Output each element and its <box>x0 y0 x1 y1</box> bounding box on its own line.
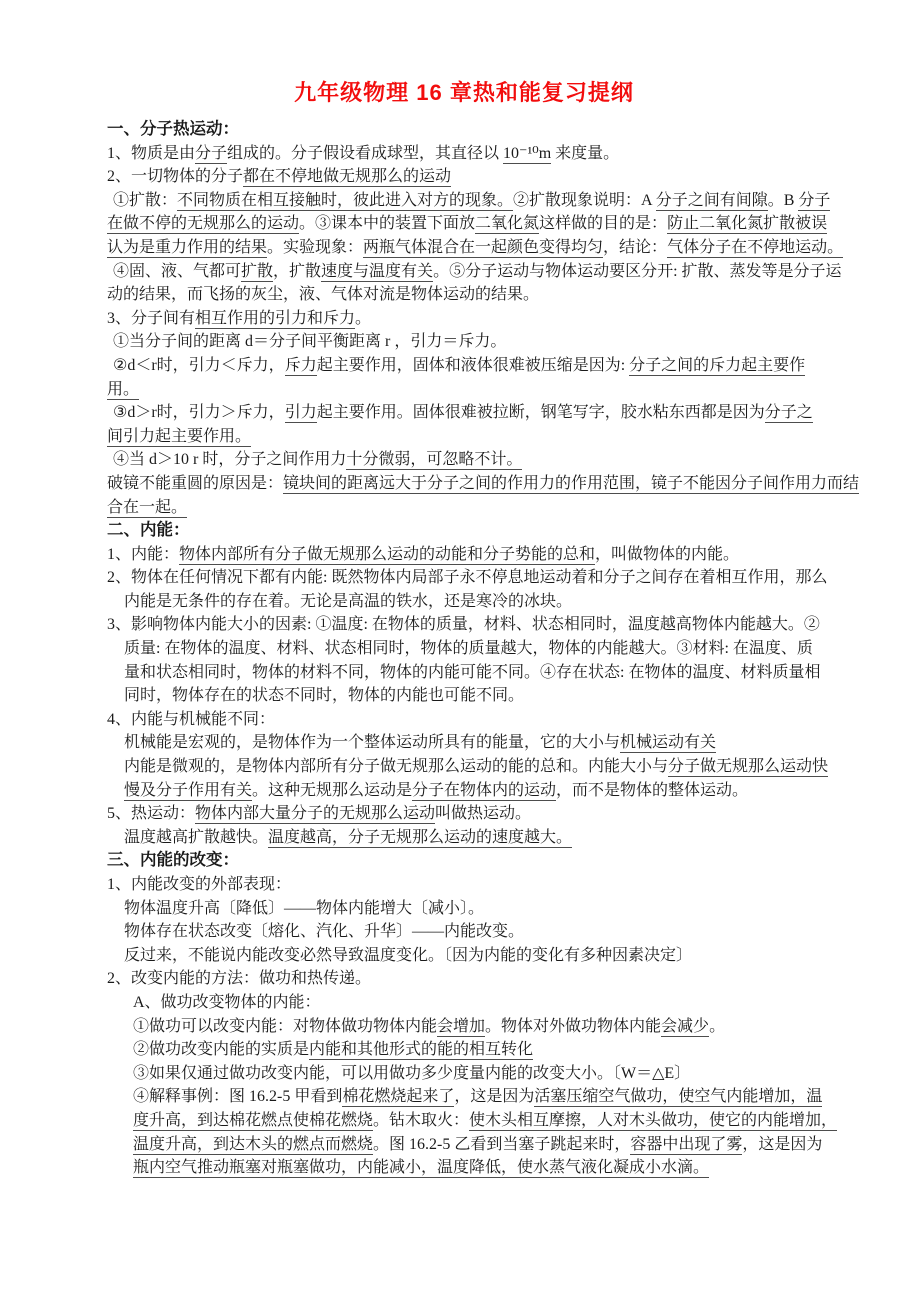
text-line <box>107 802 867 826</box>
text-segment: 。⑤分子运动与物体运动要区分开: 扩散、蒸发等是分子运 <box>433 262 842 280</box>
text-segment: 这样做的目的是： <box>539 215 668 233</box>
text-segment: 3、分子间有 <box>107 309 196 327</box>
text-segment: 同时，物体存在的状态不同时，物体的内能也可能不同。 <box>124 687 525 705</box>
underlined-text: 10⁻¹⁰m <box>503 144 552 162</box>
text-segment: ②扩散现象说明：A <box>513 191 656 209</box>
text-segment: 物体存在状态改变〔熔化、汽化、升华〕——内能改变。 <box>124 923 525 941</box>
text-segment: 反过来，不能说内能改变必然导致温度变化。〔因为内能的变化有多种因素决定〕 <box>124 946 693 964</box>
underlined-text: 两瓶气体混合在一起颜色变得均匀 <box>363 238 604 256</box>
underlined-text: 引力 <box>284 404 317 422</box>
section-heading <box>107 118 867 142</box>
text-segment: 1、内能改变的外部表现： <box>107 876 292 893</box>
text-line <box>107 212 867 236</box>
text-line <box>113 448 867 472</box>
text-line <box>107 496 867 520</box>
underlined-text: 温度升高，到达木头的燃点而燃烧 <box>133 1135 374 1153</box>
text-segment: 机械能是宏观的，是物体作为一个整体运动所具有的能量，它的大小与 <box>124 734 621 752</box>
underlined-text: 相互作用的引力和斥力 <box>195 309 356 327</box>
text-line <box>133 1038 867 1062</box>
text-segment: ，结论： <box>603 238 668 256</box>
text-line <box>124 684 867 708</box>
text-segment: 2、一切物体的分子 <box>107 168 244 186</box>
text-segment: 量和状态相同时，物体的材料不同，物体的内能可能不同。④存在状态: 在物体的温度、材料质量相 <box>124 663 821 681</box>
underlined-text: 棉花燃烧起来了 <box>342 1088 455 1106</box>
text-line <box>133 1062 867 1086</box>
underlined-text: 速度与温度有关 <box>321 262 434 280</box>
text-line <box>124 637 867 661</box>
text-line <box>107 708 867 732</box>
text-line <box>107 236 867 260</box>
text-segment: 4、内能与机械能不同： <box>107 710 276 728</box>
text-line <box>133 1085 867 1109</box>
underlined-text: 二氧化氮 <box>475 215 540 233</box>
text-segment: 。物体对外做功物体内能 <box>485 1017 662 1035</box>
text-segment: 内能是微观的，是物体内部所有分子做无规那么运动的能的总和。内能大小与 <box>124 758 669 776</box>
text-line <box>107 873 867 897</box>
section-heading <box>107 849 867 873</box>
text-segment: 温度越高扩散越快。 <box>124 828 269 846</box>
text-line <box>113 189 867 213</box>
underlined-text: 斥力 <box>284 356 317 374</box>
text-line <box>107 378 867 402</box>
underlined-text: 活塞压缩空气做功，使空气内能增加，温 <box>534 1088 823 1106</box>
text-line <box>133 991 867 1015</box>
text-segment: 1、物质是由 <box>107 144 196 162</box>
text-segment: 一、分子热运动： <box>107 120 239 138</box>
text-segment: ④当 d＞10 r 时，分子之间作用力 <box>113 451 347 469</box>
underlined-text: 瓶内空气推动瓶塞对瓶塞做功，内能减小，温度降低，使水蒸气液化凝成小水滴。 <box>133 1159 710 1177</box>
underlined-text: 分子之间的斥力起主要作 <box>629 356 806 374</box>
text-line <box>107 967 867 991</box>
text-line <box>107 566 867 590</box>
text-line <box>124 944 867 968</box>
text-line <box>133 1015 867 1039</box>
underlined-text: 分子做无规那么运动快 <box>668 758 829 776</box>
text-segment: 物体温度升高〔降低〕——物体内能增大〔减小〕。 <box>124 899 485 917</box>
text-segment: ，扩散 <box>273 262 322 280</box>
underlined-text: 合在一起。 <box>107 498 188 516</box>
text-segment: ，叫做物体的内能。 <box>595 545 740 563</box>
text-segment: 。 <box>709 1017 726 1035</box>
text-segment: 。钻木取火： <box>373 1111 470 1129</box>
text-line <box>107 613 867 637</box>
text-line <box>124 826 867 850</box>
text-line <box>107 472 867 496</box>
text-line <box>124 755 867 779</box>
underlined-text: 会增加 <box>437 1017 486 1035</box>
text-segment: 起主要作用，固体和液体很难被压缩是因为: <box>316 356 630 374</box>
text-segment: A、做功改变物体的内能： <box>133 993 321 1011</box>
text-segment: 来度量。 <box>551 144 620 162</box>
text-line <box>113 260 867 284</box>
text-segment: ②做功改变内能的实质是 <box>133 1041 310 1059</box>
text-segment: 。这种无规那么运动是 <box>252 781 413 799</box>
text-segment: 2、改变内能的方法：做功和热传递。 <box>107 970 372 988</box>
text-line <box>107 543 867 567</box>
text-line <box>107 142 867 166</box>
text-line <box>124 920 867 944</box>
text-line <box>124 897 867 921</box>
text-segment: 。图 16.2-5 乙看到当塞子跳起来时， <box>373 1135 631 1153</box>
text-segment: ，这是因为 <box>742 1135 823 1153</box>
document-body <box>107 118 867 1180</box>
underlined-text: 防止二氧化氮扩散被误 <box>667 215 828 233</box>
text-segment: 1、内能： <box>107 545 180 563</box>
text-segment: 3、影响物体内能大小的因素: ①温度: 在物体的质量，材料、状态相同时，温度越高物体内能越大。② <box>107 616 820 634</box>
text-segment: ④固、液、气都可 <box>113 262 242 280</box>
underlined-text: 扩散 <box>241 262 274 280</box>
text-line <box>113 401 867 425</box>
underlined-text: 分子之 <box>764 404 813 422</box>
underlined-text: 分子 <box>798 191 831 209</box>
underlined-text: 镜块间的距离远大于分子之间的作用力的作用范围，镜子不能因分子间作用力而结 <box>283 474 860 492</box>
text-line <box>133 1109 867 1133</box>
underlined-text: 分子之间有间隙 <box>655 191 768 209</box>
underlined-text: 内能和其他形式的能的相互转化 <box>309 1041 534 1059</box>
text-line <box>107 283 867 307</box>
text-segment: 起主要作用。固体很难被拉断，钢笔写字，胶水粘东西都是因为 <box>316 404 765 422</box>
text-segment: 二、内能： <box>107 521 190 540</box>
text-line <box>124 731 867 755</box>
text-line <box>133 1156 867 1180</box>
underlined-text: 温度越高，分子无规那么运动的速度越大。 <box>268 828 573 846</box>
document-title: 九年级物理 16 章热和能复习提纲 <box>294 80 634 105</box>
text-segment: ③如果仅通过做功改变内能，可以用做功多少度量内能的改变大小。〔W＝△E〕 <box>133 1064 691 1082</box>
text-line <box>124 590 867 614</box>
text-line <box>113 330 867 354</box>
text-segment: ，这是因为 <box>454 1088 535 1106</box>
text-segment: 。实验现象： <box>267 238 364 256</box>
text-segment: 组成的。分子假设看成球型，其直径以 <box>227 144 504 162</box>
underlined-text: 都在不停地做无规那么的运动 <box>243 168 452 186</box>
text-segment: 2、物体在任何情况下都有内能: 既然物体内局部子永不停息地运动着和分子之间存在着相互作用，那么 <box>107 569 828 587</box>
text-line <box>124 779 867 803</box>
text-line <box>113 354 867 378</box>
section-heading <box>107 519 867 543</box>
text-segment: 。 <box>355 309 372 327</box>
underlined-text: 度升高，到达棉花燃点使棉花燃烧 <box>133 1111 374 1129</box>
text-segment: ②d＜r时，引力＜斥力， <box>113 356 285 374</box>
underlined-text: 使木头相互摩擦，人对木头做功，使它的内能增加， <box>469 1111 838 1129</box>
underlined-text: 分子在物体内的运动 <box>412 781 557 799</box>
underlined-text: 认为是重力作用的结果 <box>107 238 268 256</box>
text-line <box>133 1133 867 1157</box>
underlined-text: 会减少 <box>661 1017 710 1035</box>
text-segment: ④解释事例：图 16.2-5 甲看到 <box>133 1088 343 1106</box>
text-line <box>107 165 867 189</box>
underlined-text: 分子 <box>195 144 228 162</box>
text-line <box>124 661 867 685</box>
underlined-text: 在做不停的无规那么的运动 <box>107 215 300 233</box>
underlined-text: 气体分子在不停地运动。 <box>667 238 844 256</box>
underlined-text: 间引力起主要作用。 <box>107 427 252 445</box>
text-segment: 内能是无条件的存在着。无论是高温的铁水，还是寒冷的冰块。 <box>124 592 573 610</box>
underlined-text: 慢及分子作用有关 <box>124 781 253 799</box>
text-segment: 叫做热运动。 <box>435 805 532 823</box>
text-line <box>107 307 867 331</box>
text-segment: 破镜不能重圆的原因是： <box>107 474 284 492</box>
text-segment: 。B <box>767 191 799 209</box>
underlined-text: 不同物质在相互接触时，彼此进入对方的现象。 <box>177 191 514 209</box>
underlined-text: 容器中出现了雾 <box>630 1135 743 1153</box>
underlined-text: 物体内部大量分子的无规那么运动 <box>195 805 436 823</box>
text-segment: ①当分子间的距离 d＝分子间平衡距离 r ，引力＝斥力。 <box>113 333 507 351</box>
underlined-text: 物体内部所有分子做无规那么运动的动能和分子势能的总和 <box>179 545 596 563</box>
text-segment: ③d＞r时，引力＞斥力， <box>113 404 285 422</box>
text-segment: 质量: 在物体的温度、材料、状态相同时，物体的质量越大，物体的内能越大。③材料: 在温度、质 <box>124 640 813 658</box>
underlined-text: 用。 <box>107 380 140 398</box>
text-segment: 三、内能的改变： <box>107 851 239 870</box>
underlined-text: 十分微弱，可忽略不计。 <box>346 451 523 469</box>
text-segment: 动的结果，而飞扬的灰尘，液、气体对流是物体运动的结果。 <box>107 286 540 304</box>
text-line <box>107 425 867 449</box>
text-segment: ①扩散： <box>113 191 178 209</box>
text-segment: 。③课本中的装置下面放 <box>299 215 476 233</box>
underlined-text: 机械运动有关 <box>620 734 717 752</box>
text-segment: 5、热运动： <box>107 805 196 823</box>
text-segment: ，而不是物体的整体运动。 <box>556 781 749 799</box>
text-segment: ①做功可以改变内能：对物体做功物体内能 <box>133 1017 438 1035</box>
